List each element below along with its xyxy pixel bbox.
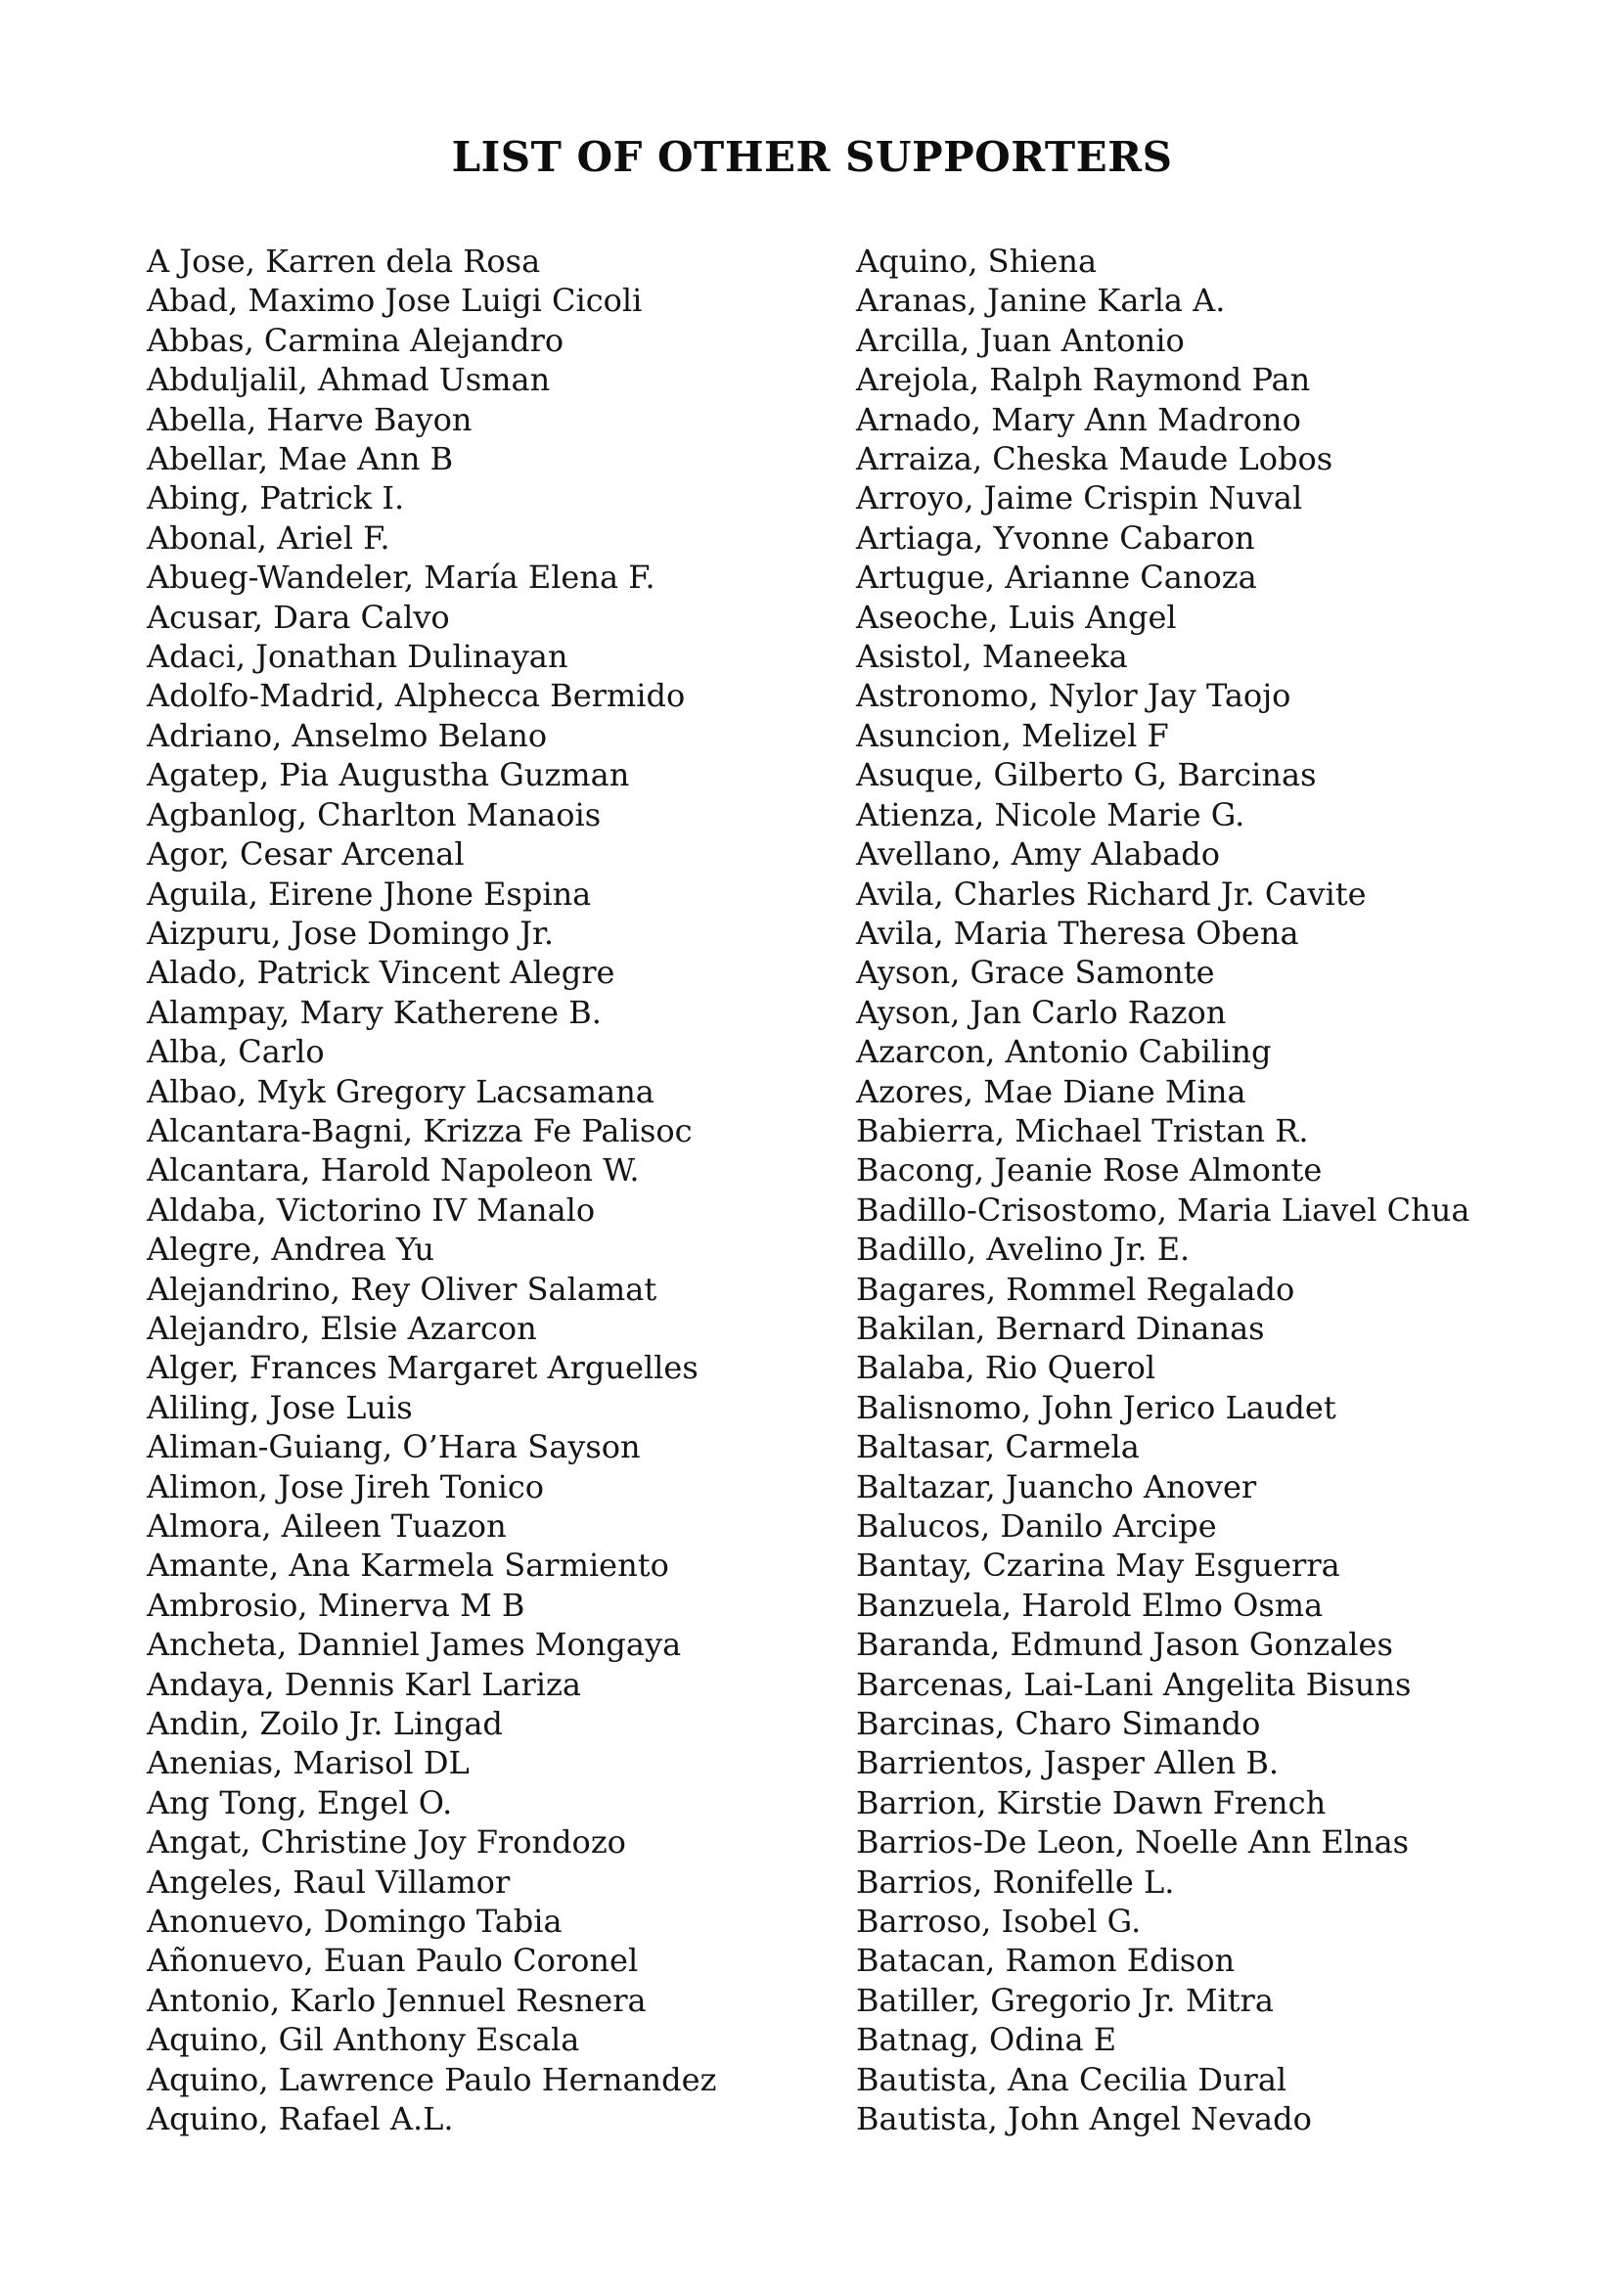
list-item: Aliman-Guiang, O’Hara Sayson xyxy=(147,1428,641,1466)
list-item: Avila, Charles Richard Jr. Cavite xyxy=(856,875,1367,913)
list-item: Anonuevo, Domingo Tabia xyxy=(147,1903,563,1941)
list-item: Alger, Frances Margaret Arguelles xyxy=(147,1349,699,1387)
list-item: Alegre, Andrea Yu xyxy=(147,1231,434,1269)
list-item: Barroso, Isobel G. xyxy=(856,1903,1142,1941)
list-item: Abing, Patrick I. xyxy=(147,479,405,517)
list-item: Aquino, Lawrence Paulo Hernandez xyxy=(147,2060,717,2098)
list-item: Aldaba, Victorino IV Manalo xyxy=(147,1190,596,1229)
list-item: Abellar, Mae Ann B xyxy=(147,440,454,478)
list-item: Albao, Myk Gregory Lacsamana xyxy=(147,1072,654,1110)
list-item: Ambrosio, Minerva M B xyxy=(147,1586,525,1624)
list-item: Abueg-Wandeler, María Elena F. xyxy=(147,559,655,597)
list-item: Alejandrino, Rey Oliver Salamat xyxy=(147,1270,657,1308)
list-item: Bakilan, Bernard Dinanas xyxy=(856,1309,1265,1347)
list-item: Badillo-Crisostomo, Maria Liavel Chua xyxy=(856,1190,1470,1229)
list-item: Alimon, Jose Jireh Tonico xyxy=(147,1467,544,1505)
list-item: Bautista, Ana Cecilia Dural xyxy=(856,2060,1287,2098)
list-item: Alampay, Mary Katherene B. xyxy=(147,993,602,1031)
list-item: Barrios, Ronifelle L. xyxy=(856,1863,1175,1901)
list-item: Asistol, Maneeka xyxy=(856,638,1128,676)
list-item: Barcenas, Lai-Lani Angelita Bisuns xyxy=(856,1665,1412,1703)
list-item: Batacan, Ramon Edison xyxy=(856,1942,1236,1980)
list-item: Ancheta, Danniel James Mongaya xyxy=(147,1626,682,1664)
list-item: Badillo, Avelino Jr. E. xyxy=(856,1231,1191,1269)
supporters-columns xyxy=(0,242,1624,2139)
list-item: Arejola, Ralph Raymond Pan xyxy=(856,361,1311,399)
list-item: Abella, Harve Bayon xyxy=(147,400,473,438)
list-item: Angat, Christine Joy Frondozo xyxy=(147,1823,626,1862)
list-item: Alado, Patrick Vincent Alegre xyxy=(147,954,615,992)
list-item: Astronomo, Nylor Jay Taojo xyxy=(856,677,1291,715)
list-item: Bautista, John Angel Nevado xyxy=(856,2100,1312,2138)
list-item: Abonal, Ariel F. xyxy=(147,518,390,557)
list-item: Baltasar, Carmela xyxy=(856,1428,1140,1466)
list-item: Aquino, Gil Anthony Escala xyxy=(147,2021,580,2059)
list-item: Arnado, Mary Ann Madrono xyxy=(856,400,1301,438)
list-item: Amante, Ana Karmela Sarmiento xyxy=(147,1547,669,1585)
list-item: Bantay, Czarina May Esguerra xyxy=(856,1547,1340,1585)
list-item: Azores, Mae Diane Mina xyxy=(856,1072,1246,1110)
list-item: Adaci, Jonathan Dulinayan xyxy=(147,638,568,676)
list-item: Agbanlog, Charlton Manaois xyxy=(147,795,602,833)
list-item: Andin, Zoilo Jr. Lingad xyxy=(147,1705,503,1743)
list-item: Alcantara, Harold Napoleon W. xyxy=(147,1151,640,1189)
list-item: Ang Tong, Engel O. xyxy=(147,1783,453,1821)
list-item: Asuque, Gilberto G, Barcinas xyxy=(856,756,1317,794)
list-item: Ayson, Jan Carlo Razon xyxy=(856,993,1227,1031)
list-item: Añonuevo, Euan Paulo Coronel xyxy=(147,1942,639,1980)
list-item: Barrientos, Jasper Allen B. xyxy=(856,1744,1280,1782)
supporters-list-left xyxy=(147,242,856,2139)
list-item: Acusar, Dara Calvo xyxy=(147,598,450,636)
list-item: Aquino, Rafael A.L. xyxy=(147,2100,454,2138)
list-item: Abbas, Carmina Alejandro xyxy=(147,321,564,359)
list-item: Baranda, Edmund Jason Gonzales xyxy=(856,1626,1393,1664)
list-item: Arcilla, Juan Antonio xyxy=(856,321,1185,359)
list-item: Atienza, Nicole Marie G. xyxy=(856,795,1245,833)
list-item: Banzuela, Harold Elmo Osma xyxy=(856,1586,1324,1624)
list-item: Babierra, Michael Tristan R. xyxy=(856,1111,1309,1149)
list-item: Alba, Carlo xyxy=(147,1033,325,1071)
list-item: Arraiza, Cheska Maude Lobos xyxy=(856,440,1333,478)
list-item: Baltazar, Juancho Anover xyxy=(856,1467,1257,1505)
list-item: Abduljalil, Ahmad Usman xyxy=(147,361,551,399)
list-item: Adolfo-Madrid, Alphecca Bermido xyxy=(147,677,686,715)
page-title: LIST OF OTHER SUPPORTERS xyxy=(451,133,1173,181)
list-item: Artiaga, Yvonne Cabaron xyxy=(856,518,1255,557)
list-item: Almora, Aileen Tuazon xyxy=(147,1507,507,1545)
list-item: Adriano, Anselmo Belano xyxy=(147,716,548,754)
list-item: Aizpuru, Jose Domingo Jr. xyxy=(147,914,554,952)
list-item: Bacong, Jeanie Rose Almonte xyxy=(856,1151,1323,1189)
list-item: Barrios-De Leon, Noelle Ann Elnas xyxy=(856,1823,1410,1862)
list-item: Anenias, Marisol DL xyxy=(147,1744,470,1782)
list-item: Aseoche, Luis Angel xyxy=(856,598,1177,636)
list-item: Balisnomo, John Jerico Laudet xyxy=(856,1388,1336,1426)
list-item: Aguila, Eirene Jhone Espina xyxy=(147,875,592,913)
list-item: A Jose, Karren dela Rosa xyxy=(147,243,541,280)
list-item: Alcantara-Bagni, Krizza Fe Palisoc xyxy=(147,1111,693,1149)
list-item: Antonio, Karlo Jennuel Resnera xyxy=(147,1981,647,2019)
list-item: Avila, Maria Theresa Obena xyxy=(856,914,1299,952)
list-item: Balucos, Danilo Arcipe xyxy=(856,1507,1217,1545)
list-item: Alejandro, Elsie Azarcon xyxy=(147,1309,537,1347)
list-item: Balaba, Rio Querol xyxy=(856,1349,1156,1387)
list-item: Andaya, Dennis Karl Lariza xyxy=(147,1665,581,1703)
list-item: Batnag, Odina E xyxy=(856,2021,1117,2059)
list-item: Arroyo, Jaime Crispin Nuval xyxy=(856,479,1303,517)
list-item: Batiller, Gregorio Jr. Mitra xyxy=(856,1981,1274,2019)
list-item: Barrion, Kirstie Dawn French xyxy=(856,1783,1327,1821)
list-item: Bagares, Rommel Regalado xyxy=(856,1270,1295,1308)
list-item: Avellano, Amy Alabado xyxy=(856,835,1221,874)
list-item: Aliling, Jose Luis xyxy=(147,1388,413,1426)
list-item: Aquino, Shiena xyxy=(856,243,1098,280)
list-item: Agor, Cesar Arcenal xyxy=(147,835,465,874)
supporters-list-right xyxy=(856,242,1565,2139)
list-item: Asuncion, Melizel F xyxy=(856,716,1169,754)
list-item: Aranas, Janine Karla A. xyxy=(856,282,1226,320)
list-item: Artugue, Arianne Canoza xyxy=(856,559,1257,597)
list-item: Angeles, Raul Villamor xyxy=(147,1863,511,1901)
list-item: Barcinas, Charo Simando xyxy=(856,1705,1261,1743)
list-item: Agatep, Pia Augustha Guzman xyxy=(147,756,630,794)
list-item: Ayson, Grace Samonte xyxy=(856,954,1215,992)
list-item: Azarcon, Antonio Cabiling xyxy=(856,1033,1272,1071)
list-item: Abad, Maximo Jose Luigi Cicoli xyxy=(147,282,643,320)
